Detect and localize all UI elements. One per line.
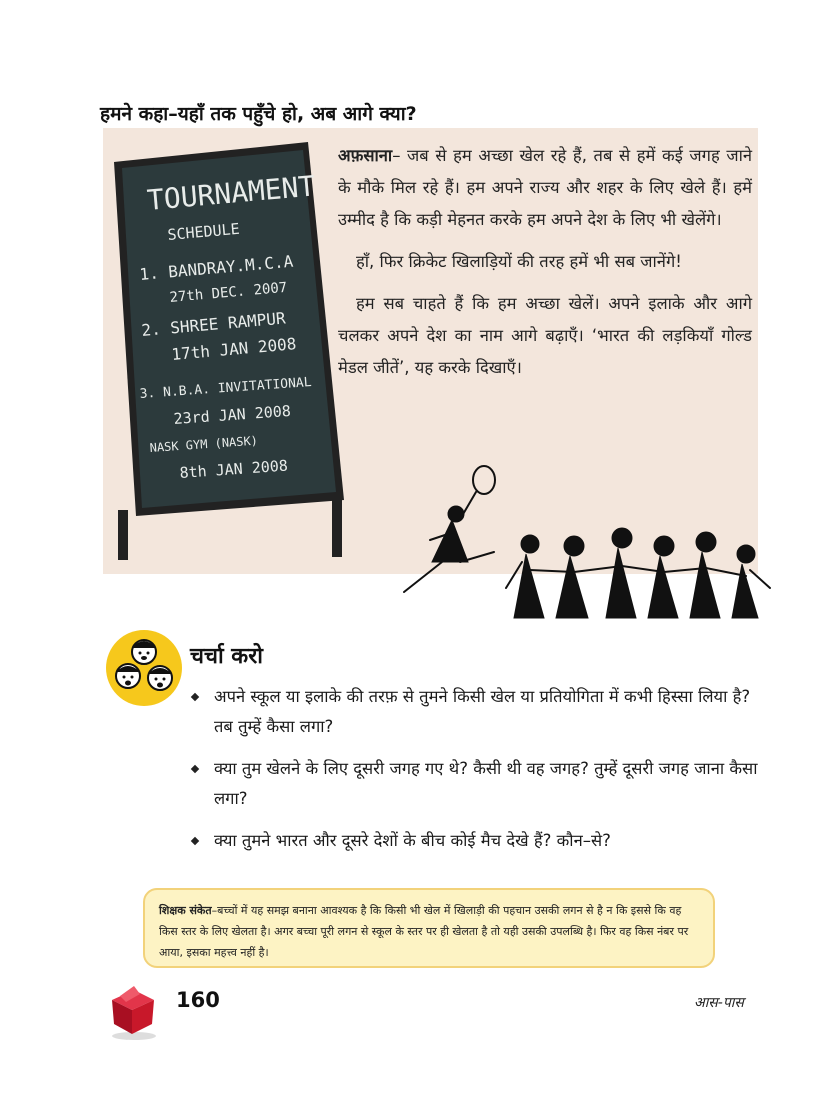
question-item — [188, 682, 758, 742]
chalk-line: 1. BANDRAY.M.C.A — [138, 251, 294, 284]
question-text: क्या तुम खेलने के लिए दूसरी जगह गए थे? कैसी थी वह जगह? तुम्हें दूसरी जगह जाना कैसा लगा? — [214, 759, 758, 808]
story-paragraph-2: हाँ, फिर क्रिकेट खिलाड़ियों की तरह हमें भी सब जानेंगे! — [356, 252, 682, 271]
story-text — [338, 140, 752, 394]
page-number: 160 — [176, 988, 220, 1012]
bullet-icon — [191, 837, 199, 845]
chalk-line: 27th DEC. 2007 — [168, 279, 288, 306]
discussion-questions — [188, 682, 758, 868]
tournament-chalkboard-image — [110, 140, 350, 560]
chalk-line: 23rd JAN 2008 — [173, 401, 292, 428]
bullet-icon — [191, 693, 199, 701]
bullet-icon — [191, 765, 199, 773]
red-box-icon — [100, 980, 162, 1042]
question-item — [188, 754, 758, 814]
question-item — [188, 826, 758, 856]
teacher-note-label: शिक्षक संकेत — [159, 904, 212, 917]
children-playing-illustration — [390, 458, 780, 628]
teacher-note-text: –बच्चों में यह समझ बनाना आवश्यक है कि किसी भी खेल में खिलाड़ी की पहचान उसकी लगन से है न कि इससे कि वह किस स्तर के लिए खेलता है। अगर बच्चा पूरी लगन से स्कूल के स्तर पर ही खेलता है तो यही उसकी उपलब्धि है। फिर वह किस नंबर पर आया, इसका महत्त्व नहीं है। — [159, 904, 689, 959]
book-title: आस-पास — [694, 995, 744, 1011]
chalk-subtitle: SCHEDULE — [166, 219, 241, 244]
speaker-name: अफ़साना — [338, 146, 393, 165]
chalk-title: TOURNAMENT — [145, 169, 317, 217]
discussion-title: चर्चा करो — [190, 644, 263, 669]
question-text: अपने स्कूल या इलाके की तरफ़ से तुमने किसी खेल या प्रतियोगिता में कभी हिस्सा लिया है? तब तुम्हें कैसा लगा? — [214, 687, 751, 736]
chalk-line: 17th JAN 2008 — [170, 334, 298, 364]
story-para-1-text: – जब से हम अच्छा खेल रहे हैं, तब से हमें कई जगह जाने के मौके मिल रहे हैं। हम अपने राज्य और शहर के लिए खेले हैं। हमें उम्मीद है कि कड़ी मेहनत करके हम अपने देश के लिए भी खेलेंगे। — [338, 146, 752, 229]
chalk-line: 3. N.B.A. INVITATIONAL — [139, 375, 313, 402]
teacher-note-box — [143, 888, 715, 968]
chalk-line: 8th JAN 2008 — [179, 456, 289, 482]
story-paragraph-3: हम सब चाहते हैं कि हम अच्छा खेलें। अपने इलाके और आगे चलकर अपने देश का नाम आगे बढ़ाएँ। ‘भारत की लड़कियाँ गोल्ड मेडल जीतें’, यह करके दिखाएँ। — [338, 294, 752, 377]
chalk-line: 2. SHREE RAMPUR — [140, 308, 287, 340]
discussing-children-icon — [104, 628, 184, 708]
story-paragraph-1 — [338, 140, 752, 236]
question-text: क्या तुमने भारत और दूसरे देशों के बीच कोई मैच देखे हैं? कौन–से? — [214, 831, 611, 850]
chalk-line: NASK GYM (NASK) — [149, 433, 259, 455]
section-heading: हमने कहा–यहाँ तक पहुँचे हो, अब आगे क्या? — [100, 103, 417, 125]
